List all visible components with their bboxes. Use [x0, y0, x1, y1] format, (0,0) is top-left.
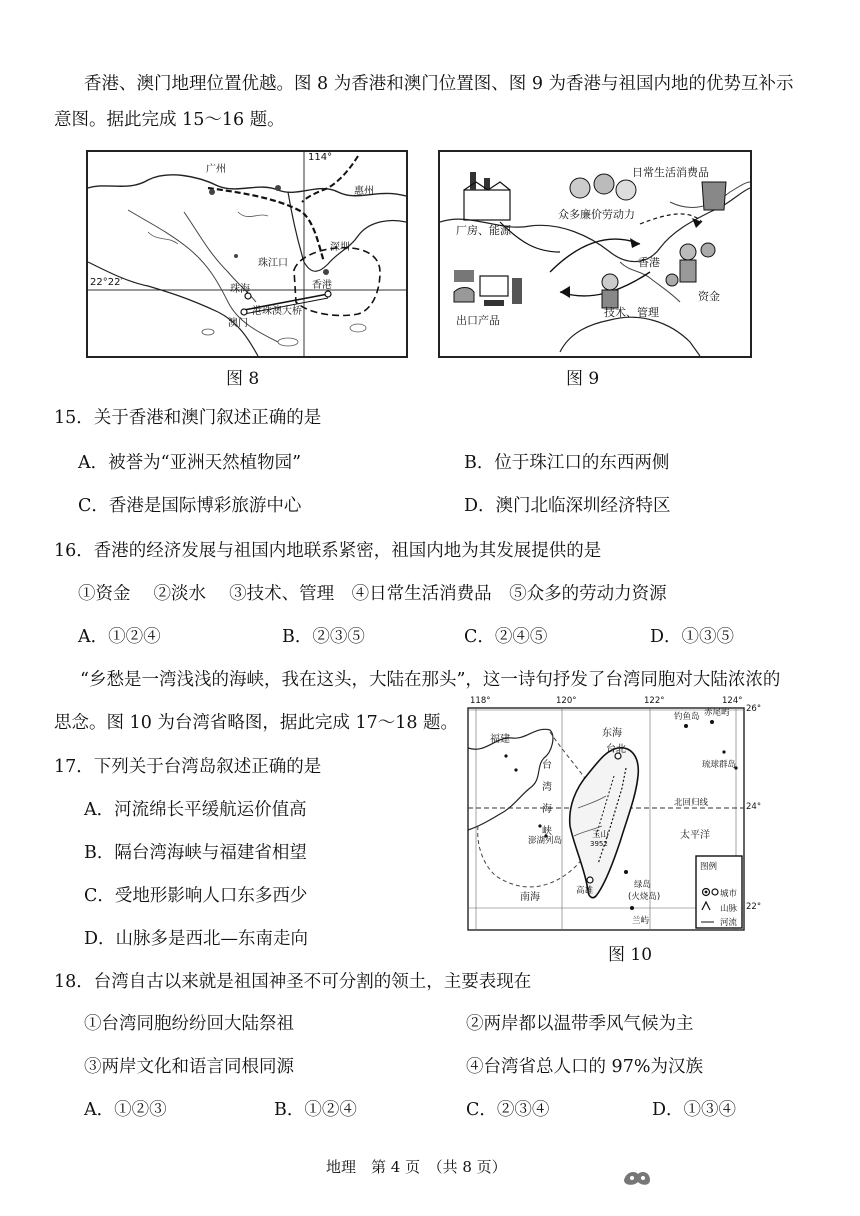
fig9-capital-label: 资金	[698, 290, 720, 303]
q15-option-b: B．位于珠江口的东西两侧	[464, 453, 670, 473]
shenzhen-dot	[323, 269, 329, 275]
fig10-lat-22: 22°	[746, 902, 762, 912]
q17-stem: 17．下列关于台湾岛叙述正确的是	[54, 757, 322, 777]
q18-item-4: ④台湾省总人口的 97%为汉族	[466, 1057, 703, 1077]
fig9-hongkong-label: 香港	[638, 256, 660, 269]
q18-option-b: B．①②④	[274, 1100, 357, 1120]
q16-option-d: D．①③⑤	[650, 627, 735, 647]
q15-option-a: A．被誉为“亚洲天然植物园”	[78, 453, 302, 473]
q15-option-d: D．澳门北临深圳经济特区	[464, 496, 671, 516]
fig8-huizhou-label: 惠州	[354, 186, 374, 197]
guangzhou-dot	[209, 189, 215, 195]
fig10-diaoyu-label: 钓鱼岛	[674, 712, 700, 722]
figure-9-caption: 图 9	[566, 369, 600, 389]
fig9-daily-goods-label: 日常生活消费品	[632, 166, 709, 179]
q16-option-c: C．②④⑤	[464, 627, 548, 647]
q18-item-3: ③两岸文化和语言同根同源	[84, 1057, 294, 1077]
fig8-shenzhen-label: 深圳	[330, 242, 350, 253]
q17-option-d: D．山脉多是西北—东南走向	[84, 929, 309, 949]
fig8-zhuhai-label: 珠海	[230, 284, 250, 295]
q17-option-c: C．受地形影响人口东多西少	[84, 886, 308, 906]
huizhou-dot	[275, 185, 281, 191]
watermark-logo-icon	[620, 1168, 654, 1188]
fig10-chiwei-label: 赤尾屿	[704, 708, 730, 718]
fig10-tropic-label: 北回归线	[674, 798, 709, 808]
fig10-strait-char-hai: 海	[542, 804, 552, 815]
fig10-taipei-label: 台北	[606, 744, 626, 755]
fig10-fujian-label: 福建	[490, 734, 510, 745]
figure-10-map	[456, 696, 760, 936]
fig10-strait-char-xia: 峡	[542, 826, 552, 837]
q18-option-d: D．①③④	[652, 1100, 737, 1120]
fig10-lat-24: 24°	[746, 802, 762, 812]
q17-option-a: A．河流绵长平缓航运价值高	[84, 800, 307, 820]
q15-stem: 15．关于香港和澳门叙述正确的是	[54, 408, 322, 428]
q18-option-c: C．②③④	[466, 1100, 550, 1120]
intro-15-16-line2: 意图。据此完成 15～16 题。	[54, 110, 285, 130]
fig10-legend-river: 河流	[720, 918, 738, 928]
q18-item-1: ①台湾同胞纷纷回大陆祭祖	[84, 1014, 294, 1034]
q18-option-a: A．①②③	[84, 1100, 167, 1120]
fig9-export-label: 出口产品	[456, 314, 500, 327]
fig10-kaohsiung-label: 高雄	[576, 886, 594, 896]
fig10-nanhai-label: 南海	[520, 892, 540, 903]
fig9-labor-label: 众多廉价劳动力	[558, 208, 635, 221]
fig10-strait-char-tai: 台	[542, 760, 552, 771]
fig8-macau-label: 澳门	[228, 318, 248, 329]
fig8-lat-label: 22°22′	[90, 277, 123, 288]
q15-option-c: C．香港是国际博彩旅游中心	[78, 496, 302, 516]
q17-option-b: B．隔台湾海峡与福建省相望	[84, 843, 307, 863]
fig10-lon-120: 120°	[556, 696, 577, 706]
intro-17-18-line1: “乡愁是一湾浅浅的海峡，我在这头，大陆在那头”，这一诗句抒发了台湾同胞对大陆浓浓的	[80, 670, 781, 690]
q16-items: ①资金 ②淡水 ③技术、管理 ④日常生活消费品 ⑤众多的劳动力资源	[78, 584, 667, 604]
fig10-legend-city: 城市	[720, 889, 738, 899]
fig10-yushan-label: 玉山	[592, 830, 610, 840]
fig10-yushan-height: 3952	[590, 840, 608, 848]
fig10-legend-title: 图例	[700, 862, 718, 872]
fig10-donghai-label: 东海	[602, 728, 622, 739]
q16-option-b: B．②③⑤	[282, 627, 365, 647]
figure-8-map	[86, 150, 408, 358]
q16-stem: 16．香港的经济发展与祖国内地联系紧密，祖国内地为其发展提供的是	[54, 541, 602, 561]
fig10-penghu-label: 澎湖列岛	[528, 836, 563, 846]
fig9-factory-label: 厂房、能源	[456, 224, 511, 237]
fig8-zhujiangkou-label: 珠江口	[258, 258, 288, 269]
intro-15-16-line1: 香港、澳门地理位置优越。图 8 为香港和澳门位置图、图 9 为香港与祖国内地的优势互补示	[84, 74, 794, 94]
fig8-bridge-label: 港珠澳大桥	[252, 306, 302, 317]
fig10-liuqiu-label: 琉球群岛	[702, 760, 737, 770]
hongkong-dot	[325, 291, 331, 297]
q16-option-a: A．①②④	[78, 627, 161, 647]
q18-stem: 18．台湾自古以来就是祖国神圣不可分割的领土，主要表现在	[54, 972, 532, 992]
kaohsiung-dot	[587, 877, 593, 883]
fig10-lat-26: 26°	[746, 704, 762, 714]
fig10-ludao-label: 绿岛	[634, 880, 652, 890]
fig10-legend-mountain: 山脉	[720, 904, 738, 914]
q18-item-2: ②两岸都以温带季风气候为主	[466, 1014, 694, 1034]
fig10-pacific-label: 太平洋	[680, 830, 710, 841]
fig10-strait-char-wan: 湾	[542, 782, 552, 793]
fig8-lon-label: 114°	[308, 152, 333, 163]
fig10-lanyu-label: 兰屿	[632, 916, 650, 926]
fig9-tech-label: 技术、管理	[604, 306, 659, 319]
fig10-lon-124: 124°	[722, 696, 743, 706]
fig10-lon-122: 122°	[644, 696, 665, 706]
fig8-hongkong-label: 香港	[312, 280, 332, 291]
intro-17-18-line2: 思念。图 10 为台湾省略图，据此完成 17～18 题。	[54, 713, 459, 733]
figure-10-caption: 图 10	[608, 945, 653, 965]
figure-9-diagram	[438, 150, 752, 358]
fig10-lon-118: 118°	[470, 696, 491, 706]
fig10-huoshao-label: (火烧岛)	[628, 892, 661, 902]
page-footer: 地理 第 4 页 （共 8 页）	[326, 1158, 507, 1176]
figure-8-caption: 图 8	[226, 369, 260, 389]
fig8-guangzhou-label: 广州	[206, 164, 226, 175]
